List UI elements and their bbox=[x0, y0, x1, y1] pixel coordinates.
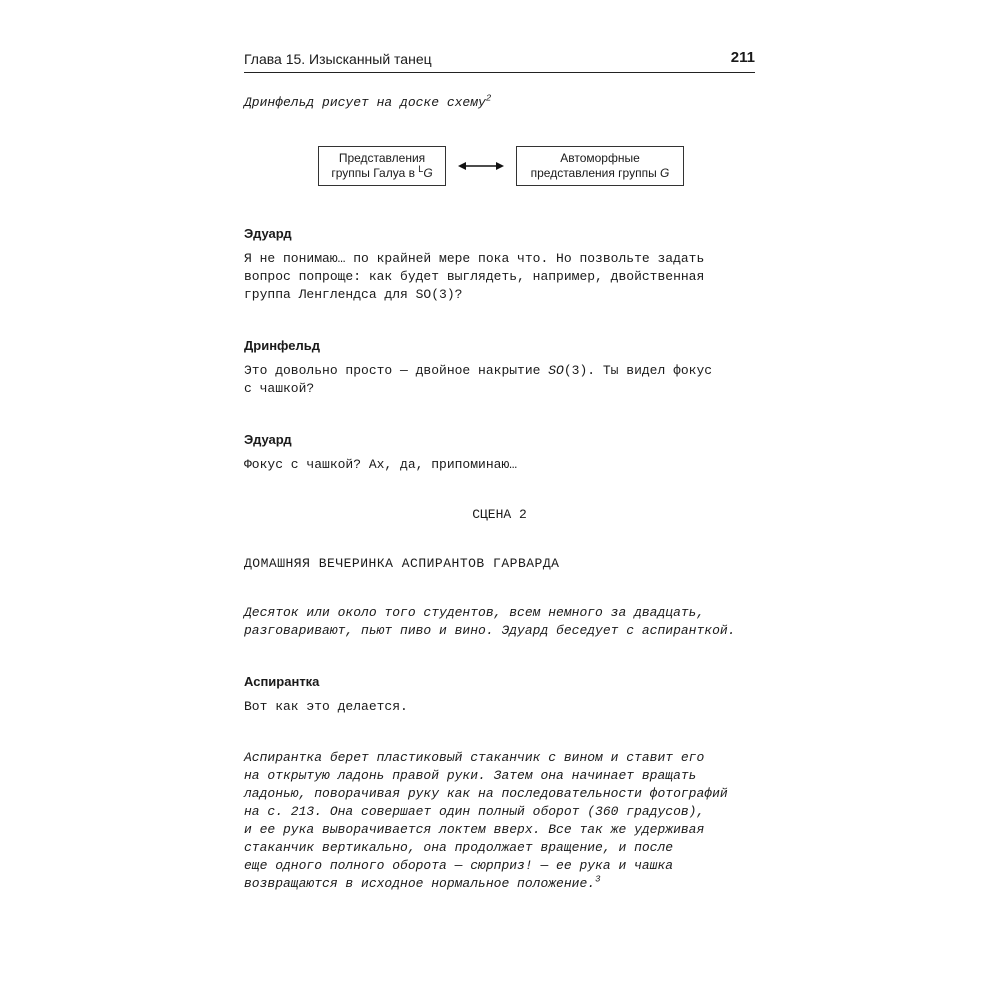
stage-direction-last-text: возвращаются в исходное нормальное положение. bbox=[244, 876, 596, 891]
scene-stage-direction bbox=[244, 604, 774, 640]
speaker-drinfeld: Дринфельд bbox=[244, 338, 320, 353]
stage-direction-line bbox=[244, 875, 774, 893]
stage-direction-line: Десяток или около того студентов, всем немного за двадцать, bbox=[244, 605, 705, 620]
dialogue-line: Я не понимаю… по крайней мере пока что. Но позвольте задать bbox=[244, 251, 705, 266]
dialogue-line-suffix: (3). Ты видел фокус bbox=[563, 363, 713, 378]
chapter-title: Глава 15. Изысканный танец bbox=[244, 51, 432, 67]
stage-direction-line: Аспирантка берет пластиковый стаканчик с вином и ставит его bbox=[244, 750, 705, 765]
dialogue-line bbox=[244, 362, 774, 380]
dialogue-line: с чашкой? bbox=[244, 381, 315, 396]
galois-representations-box bbox=[318, 146, 446, 186]
box-left-line2 bbox=[319, 166, 445, 181]
stage-direction-line: на с. 213. Она совершает один полный оборот (360 градусов), bbox=[244, 804, 705, 819]
drinfeld-line-block bbox=[244, 362, 774, 398]
box-right-line2-prefix: представления группы bbox=[530, 166, 661, 180]
speaker-eduard: Эдуард bbox=[244, 432, 292, 447]
stage-direction-line: на открытую ладонь правой руки. Затем она начинает вращать bbox=[244, 768, 697, 783]
box-left-line1: Представления bbox=[338, 151, 426, 165]
page-number: 211 bbox=[730, 49, 755, 66]
box-left-line2-prefix: группы Галуа в bbox=[331, 166, 419, 180]
final-stage-direction bbox=[244, 749, 774, 893]
stage-direction-drinfeld bbox=[244, 94, 774, 112]
speaker-aspirant: Аспирантка bbox=[244, 674, 320, 689]
dialogue-line: группа Ленглендса для SO(3)? bbox=[244, 287, 463, 302]
stage-direction-line: ладонью, поворачивая руку как на последовательности фотографий bbox=[244, 786, 728, 801]
aspirant-line: Вот как это делается. bbox=[244, 699, 408, 714]
stage-direction-text: Дринфельд рисует на доске схему bbox=[244, 95, 486, 110]
scene-setting: ДОМАШНЯЯ ВЕЧЕРИНКА АСПИРАНТОВ ГАРВАРДА bbox=[244, 556, 560, 571]
automorphic-representations-box bbox=[516, 146, 684, 186]
scene-title: СЦЕНА 2 bbox=[472, 507, 527, 522]
double-headed-arrow-icon bbox=[456, 156, 506, 176]
speaker-eduard: Эдуард bbox=[244, 226, 292, 241]
box-right-line2 bbox=[517, 166, 683, 181]
stage-direction-line: разговаривают, пьют пиво и вино. Эдуард беседует с аспиранткой. bbox=[244, 623, 736, 638]
box-right-line1: Автоморфные bbox=[560, 151, 640, 165]
dialogue-line-prefix: Это довольно просто — двойное накрытие bbox=[244, 363, 549, 378]
box-right-variable: G bbox=[660, 166, 670, 180]
stage-direction-line: стаканчик вертикально, она продолжает вращение, и после bbox=[244, 840, 674, 855]
running-header bbox=[244, 50, 755, 73]
box-left-variable: G bbox=[423, 166, 433, 180]
footnote-marker: 2 bbox=[485, 93, 492, 104]
stage-direction-line: и ее рука выворачивается локтем вверх. Все так же удерживая bbox=[244, 822, 705, 837]
langlands-diagram bbox=[318, 146, 684, 188]
dialogue-line: Фокус с чашкой? Ах, да, припоминаю… bbox=[244, 457, 518, 472]
eduard-line-block bbox=[244, 456, 774, 474]
eduard-line-block bbox=[244, 250, 774, 304]
dialogue-line: вопрос попроще: как будет выглядеть, например, двойственная bbox=[244, 269, 705, 284]
footnote-marker: 3 bbox=[595, 874, 601, 885]
box-left-superscript: L bbox=[418, 164, 424, 174]
stage-direction-line: еще одного полного оборота — сюрприз! — ее рука и чашка bbox=[244, 858, 674, 873]
dialogue-line-italic: SO bbox=[548, 363, 564, 378]
